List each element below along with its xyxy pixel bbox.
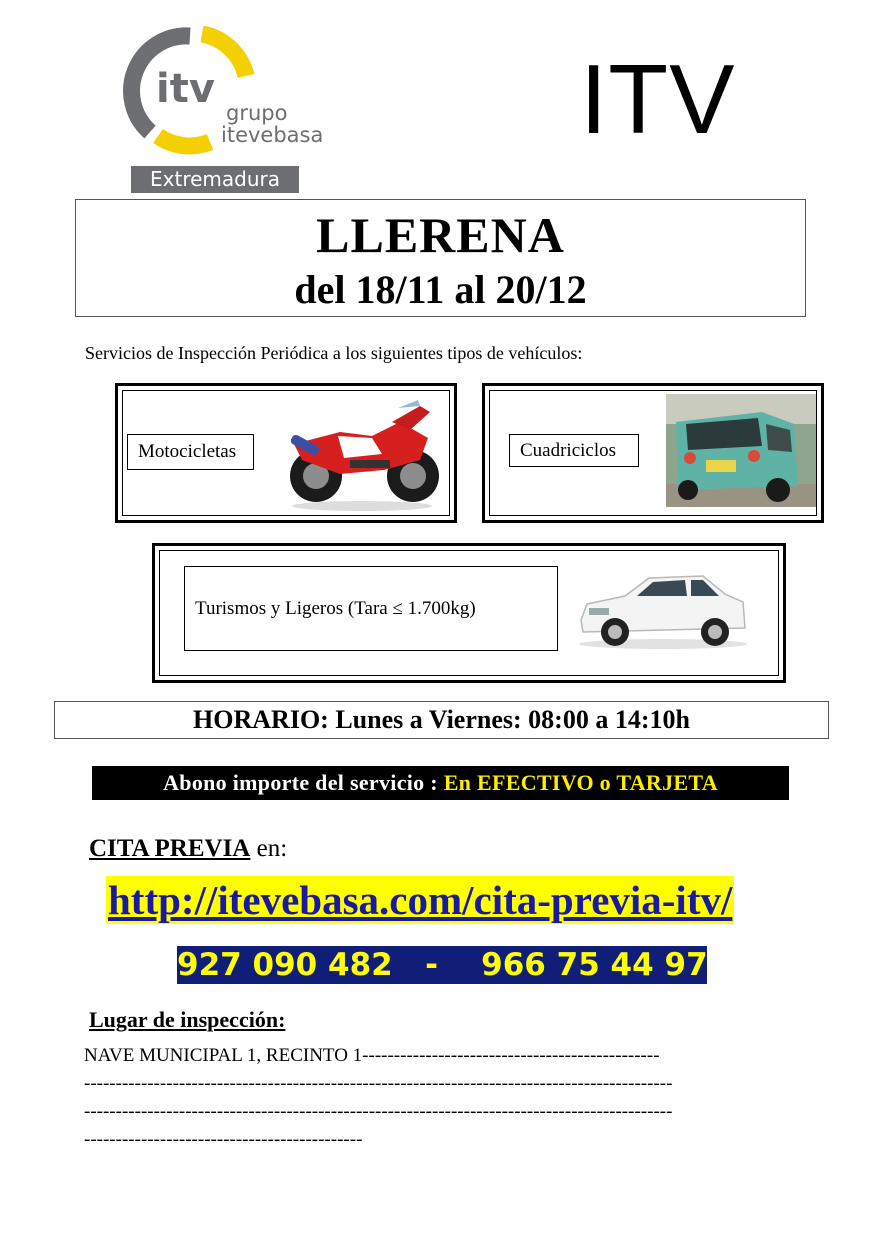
vehicle-label-car: Turismos y Ligeros (Tara ≤ 1.700kg)	[184, 566, 558, 651]
vehicle-card-quadricycle	[482, 383, 824, 523]
location-line: --------------------------------------------	[84, 1129, 363, 1150]
car-image	[575, 570, 749, 650]
title-dates: del 18/11 al 20/12	[294, 267, 587, 312]
logo-region-label: Extremadura	[131, 166, 299, 193]
vehicle-card-motorcycle	[115, 383, 457, 523]
title-city: LLERENA	[316, 207, 565, 263]
services-intro: Servicios de Inspección Periódica a los siguientes tipos de vehículos:	[85, 343, 583, 363]
location-line: ---------------------------------------------------------------------------------------------	[84, 1101, 673, 1122]
quadricycle-image	[666, 394, 816, 507]
logo-mark: itv	[156, 66, 215, 112]
payment-label: Abono importe del servicio :	[163, 770, 444, 795]
vehicle-card-car	[152, 543, 786, 683]
schedule-box: HORARIO: Lunes a Viernes: 08:00 a 14:10h	[54, 701, 829, 739]
vehicle-label-quadricycle: Cuadriciclos	[509, 434, 639, 467]
appointment-label: CITA PREVIA	[89, 835, 251, 862]
motorcycle-image	[280, 394, 444, 512]
appointment-heading	[89, 835, 287, 863]
vehicle-label-motorcycle: Motocicletas	[127, 434, 254, 470]
logo-line1: grupo	[226, 101, 288, 125]
logo-line2: itevebasa	[221, 123, 324, 147]
title-box	[75, 199, 806, 317]
page-heading: ITV	[580, 44, 736, 154]
appointment-phones: 927 090 482 - 966 75 44 97	[177, 947, 708, 983]
location-label: Lugar de inspección:	[89, 1007, 286, 1032]
payment-options: En EFECTIVO o TARJETA	[443, 770, 718, 795]
location-line: NAVE MUNICIPAL 1, RECINTO 1-----------------------------------------------	[84, 1045, 660, 1066]
appointment-suffix: en:	[250, 835, 288, 862]
location-line: ---------------------------------------------------------------------------------------------	[84, 1073, 673, 1094]
payment-banner	[92, 766, 789, 800]
appointment-url-link[interactable]: http://itevebasa.com/cita-previa-itv/	[108, 877, 733, 923]
